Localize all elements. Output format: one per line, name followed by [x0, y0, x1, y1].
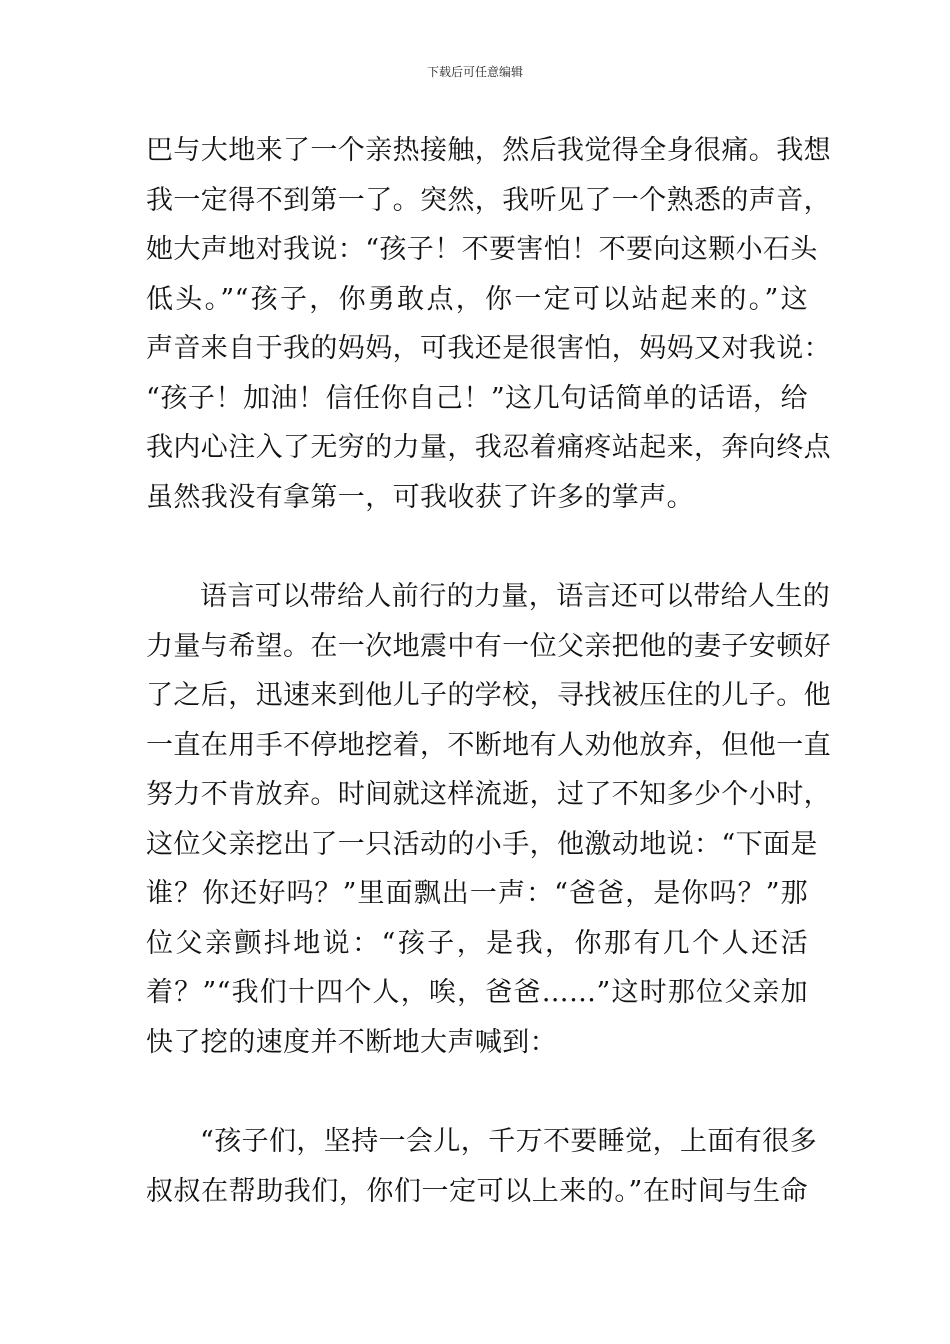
- text-line: 了之后，迅速来到他儿子的学校，寻找被压住的儿子。他: [146, 680, 831, 711]
- text-line: 她大声地对我说：“孩子！不要害怕！不要向这颗小石头: [146, 234, 818, 265]
- text-line: 语言可以带给人前行的力量，语言还可以带给人生的: [200, 581, 831, 612]
- paragraph-gap: [146, 1067, 808, 1117]
- text-line: “孩子！加油！信任你自己！”这几句话简单的话语，给: [146, 382, 808, 414]
- text-line: 力量与希望。在一次地震中有一位父亲把他的妻子安顿好: [146, 630, 831, 662]
- page-header: 下载后可任意编辑: [426, 65, 523, 79]
- text-line: 叔叔在帮助我们，你们一定可以上来的。”在时间与生命: [146, 1175, 808, 1207]
- text-line: 快了挖的速度并不断地大声喊到：: [146, 1026, 557, 1058]
- text-line: 我内心注入了无穷的力量，我忍着痛疼站起来，奔向终点: [146, 432, 831, 463]
- text-line: “孩子们，坚持一会儿，千万不要睡觉，上面有很多: [200, 1126, 818, 1157]
- text-line: 一直在用手不停地挖着，不断地有人劝他放弃，但他一直: [146, 729, 831, 761]
- text-line: 谁？你还好吗？”里面飘出一声：“爸爸，是你吗？”那: [146, 878, 808, 909]
- text-line: 位父亲颤抖地说：“孩子，是我，你那有几个人还活: [146, 927, 808, 959]
- text-line: 我一定得不到第一了。突然，我听见了一个熟悉的声音，: [146, 184, 831, 216]
- text-line: 巴与大地来了一个亲热接触，然后我觉得全身很痛。我想: [146, 135, 831, 166]
- text-line: 着？”“我们十四个人，唉，爸爸……”这时那位父亲加: [146, 977, 808, 1008]
- paragraph-gap: [146, 522, 808, 572]
- text-line: 努力不肯放弃。时间就这样流逝，过了不知多少个小时，: [146, 779, 831, 810]
- text-line: 这位父亲挖出了一只活动的小手，他激动地说：“下面是: [146, 828, 818, 860]
- text-line: 虽然我没有拿第一，可我收获了许多的掌声。: [146, 481, 694, 513]
- document-body: [146, 126, 831, 1216]
- text-line: 声音来自于我的妈妈，可我还是很害怕，妈妈又对我说：: [146, 333, 831, 364]
- paragraph-2: [146, 572, 831, 1067]
- text-line: 低头。”“孩子，你勇敢点，你一定可以站起来的。”这: [146, 283, 808, 315]
- paragraph-1: [146, 126, 831, 522]
- paragraph-3: [146, 1117, 818, 1216]
